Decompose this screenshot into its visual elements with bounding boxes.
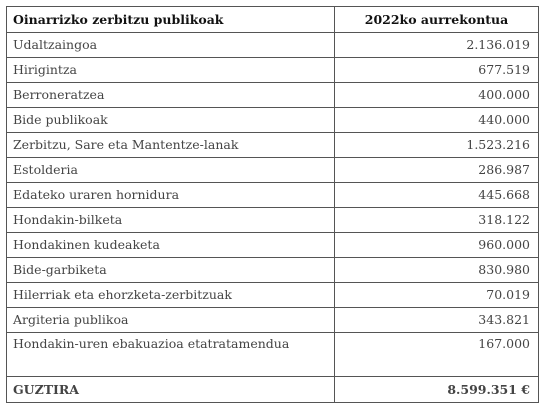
row-amount: 445.668 bbox=[335, 183, 539, 208]
row-amount: 167.000 bbox=[335, 333, 539, 377]
header-budget: 2022ko aurrekontua bbox=[335, 7, 539, 33]
table-row bbox=[7, 158, 539, 183]
row-name: Berroneratzea bbox=[7, 83, 335, 108]
table-row bbox=[7, 108, 539, 133]
row-name: Bide publikoak bbox=[7, 108, 335, 133]
table-row bbox=[7, 233, 539, 258]
row-name: Zerbitzu, Sare eta Mantentze-lanak bbox=[7, 133, 335, 158]
table-row bbox=[7, 258, 539, 283]
row-amount: 1.523.216 bbox=[335, 133, 539, 158]
row-amount: 830.980 bbox=[335, 258, 539, 283]
row-amount: 286.987 bbox=[335, 158, 539, 183]
row-amount: 960.000 bbox=[335, 233, 539, 258]
row-amount: 318.122 bbox=[335, 208, 539, 233]
budget-table bbox=[6, 6, 539, 403]
row-name: Argiteria publikoa bbox=[7, 308, 335, 333]
table-row bbox=[7, 333, 539, 377]
table-row bbox=[7, 283, 539, 308]
total-amount: 8.599.351 € bbox=[335, 377, 539, 403]
row-amount: 70.019 bbox=[335, 283, 539, 308]
row-name: Edateko uraren hornidura bbox=[7, 183, 335, 208]
table-row bbox=[7, 58, 539, 83]
row-name: Estolderia bbox=[7, 158, 335, 183]
total-row bbox=[7, 377, 539, 403]
row-amount: 343.821 bbox=[335, 308, 539, 333]
row-amount: 400.000 bbox=[335, 83, 539, 108]
total-label: GUZTIRA bbox=[7, 377, 335, 403]
row-name: Hirigintza bbox=[7, 58, 335, 83]
row-name: Hondakin-bilketa bbox=[7, 208, 335, 233]
table-row bbox=[7, 133, 539, 158]
row-name: Hilerriak eta ehorzketa-zerbitzuak bbox=[7, 283, 335, 308]
row-amount: 440.000 bbox=[335, 108, 539, 133]
table-row bbox=[7, 83, 539, 108]
row-amount: 2.136.019 bbox=[335, 33, 539, 58]
table-row bbox=[7, 183, 539, 208]
table-row bbox=[7, 33, 539, 58]
table-body bbox=[7, 33, 539, 403]
row-name: Hondakin-uren ebakuazioa etatratamendua bbox=[7, 333, 335, 377]
table-header bbox=[7, 7, 539, 33]
header-service: Oinarrizko zerbitzu publikoak bbox=[7, 7, 335, 33]
row-amount: 677.519 bbox=[335, 58, 539, 83]
row-name: Hondakinen kudeaketa bbox=[7, 233, 335, 258]
header-row bbox=[7, 7, 539, 33]
row-name: Udaltzaingoa bbox=[7, 33, 335, 58]
table-row bbox=[7, 208, 539, 233]
table-row bbox=[7, 308, 539, 333]
row-name: Bide-garbiketa bbox=[7, 258, 335, 283]
